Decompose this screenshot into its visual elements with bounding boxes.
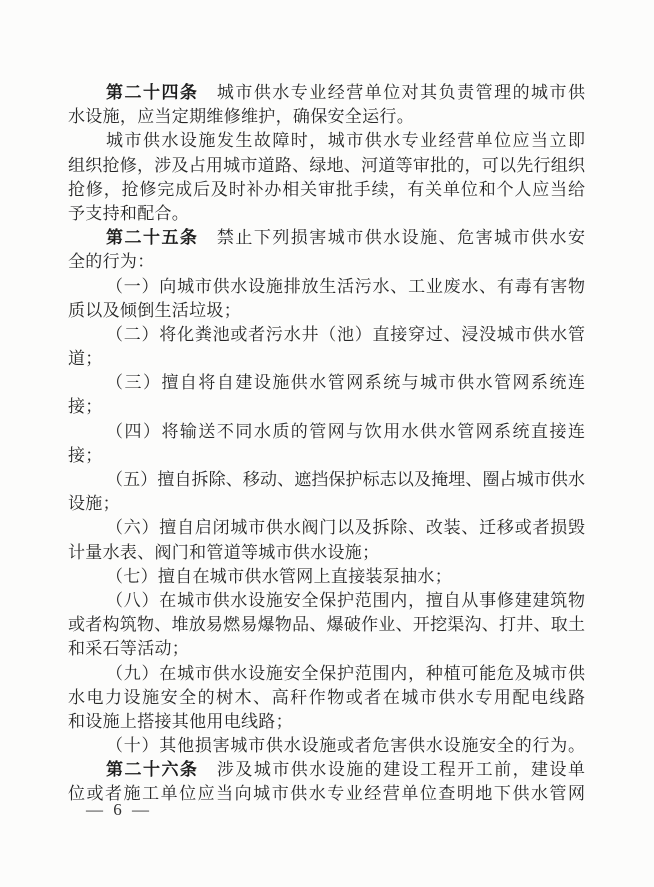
text-line bbox=[68, 202, 585, 226]
line-text: （四）将输送不同水质的管网与饮用水供水管网系统直接连 bbox=[106, 421, 585, 441]
text-line bbox=[68, 541, 585, 565]
text-line bbox=[68, 154, 585, 178]
text-line bbox=[68, 565, 585, 589]
text-line bbox=[68, 420, 585, 444]
line-text: 或者构筑物、堆放易燃易爆物品、爆破作业、开挖渠沟、打井、取土 bbox=[68, 615, 585, 635]
text-line bbox=[68, 81, 585, 105]
line-text: 质以及倾倒生活垃圾； bbox=[68, 300, 241, 320]
line-text: 禁止下列损害城市供水设施、危害城市供水安 bbox=[198, 228, 586, 248]
text-line bbox=[68, 589, 585, 613]
text-line bbox=[68, 371, 585, 395]
article-number: 第二十五条 bbox=[106, 228, 199, 248]
text-line bbox=[68, 662, 585, 686]
text-line bbox=[68, 250, 585, 274]
text-line bbox=[68, 178, 585, 202]
text-line bbox=[68, 395, 585, 419]
line-text: （五）擅自拆除、移动、遮挡保护标志以及掩埋、圈占城市供水 bbox=[106, 470, 585, 489]
line-text: （三）擅自将自建设施供水管网系统与城市供水管网系统连 bbox=[106, 373, 585, 393]
text-line bbox=[68, 686, 585, 710]
text-line bbox=[68, 129, 585, 153]
text-line bbox=[68, 226, 585, 250]
line-text: 位或者施工单位应当向城市供水专业经营单位查明地下供水管网 bbox=[68, 784, 585, 804]
text-line bbox=[68, 105, 585, 129]
line-text: （六）擅自启闭城市供水阀门以及拆除、改装、迁移或者损毁 bbox=[106, 518, 585, 538]
line-text: 涉及城市供水设施的建设工程开工前，建设单 bbox=[198, 760, 586, 780]
text-line bbox=[68, 710, 585, 734]
article-number: 第二十四条 bbox=[106, 83, 199, 102]
line-text: 予支持和配合。 bbox=[68, 203, 190, 223]
text-line bbox=[68, 637, 585, 661]
line-text: 和设施上搭接其他用电线路； bbox=[68, 711, 293, 731]
line-text: 城市供水设施发生故障时，城市供水专业经营单位应当立即 bbox=[106, 131, 585, 151]
document-body bbox=[68, 81, 585, 807]
text-line bbox=[68, 734, 585, 758]
text-line bbox=[68, 275, 585, 299]
line-text: 道； bbox=[68, 349, 103, 369]
text-line bbox=[68, 492, 585, 516]
text-line bbox=[68, 323, 585, 347]
line-text: 计量水表、阀门和管道等城市供水设施； bbox=[68, 542, 380, 562]
line-text: 设施； bbox=[68, 494, 120, 514]
text-line bbox=[68, 444, 585, 468]
text-line bbox=[68, 299, 585, 323]
article-number: 第二十六条 bbox=[106, 760, 199, 780]
line-text: （八）在城市供水设施安全保护范围内，擅自从事修建建筑物 bbox=[106, 590, 585, 610]
line-text: （二）将化粪池或者污水井（池）直接穿过、浸没城市供水管 bbox=[106, 324, 585, 344]
text-line bbox=[68, 468, 585, 492]
line-text: （七）擅自在城市供水管网上直接装泵抽水； bbox=[106, 566, 452, 586]
text-line bbox=[68, 516, 585, 540]
line-text: 水电力设施安全的树木、高秆作物或者在城市供水专用配电线路 bbox=[68, 687, 585, 707]
page-number: — 6 — bbox=[86, 800, 151, 819]
text-line bbox=[68, 758, 585, 782]
line-text: 组织抢修，涉及占用城市道路、绿地、河道等审批的，可以先行组织 bbox=[68, 155, 585, 175]
line-text: 水设施，应当定期维修维护，确保安全运行。 bbox=[68, 107, 414, 127]
line-text: 全的行为： bbox=[68, 252, 155, 272]
line-text: 接； bbox=[68, 397, 103, 417]
line-text: （九）在城市供水设施安全保护范围内，种植可能危及城市供 bbox=[106, 663, 585, 683]
line-text: 接； bbox=[68, 445, 103, 465]
line-text: 抢修，抢修完成后及时补办相关审批手续，有关单位和个人应当给 bbox=[68, 179, 585, 199]
line-text: 和采石等活动； bbox=[68, 639, 190, 659]
line-text: （一）向城市供水设施排放生活污水、工业废水、有毒有害物 bbox=[106, 276, 585, 296]
text-line bbox=[68, 347, 585, 371]
line-text: （十）其他损害城市供水设施或者危害供水设施安全的行为。 bbox=[106, 736, 585, 756]
text-line bbox=[68, 613, 585, 637]
line-text: 城市供水专业经营单位对其负责管理的城市供 bbox=[198, 83, 586, 102]
